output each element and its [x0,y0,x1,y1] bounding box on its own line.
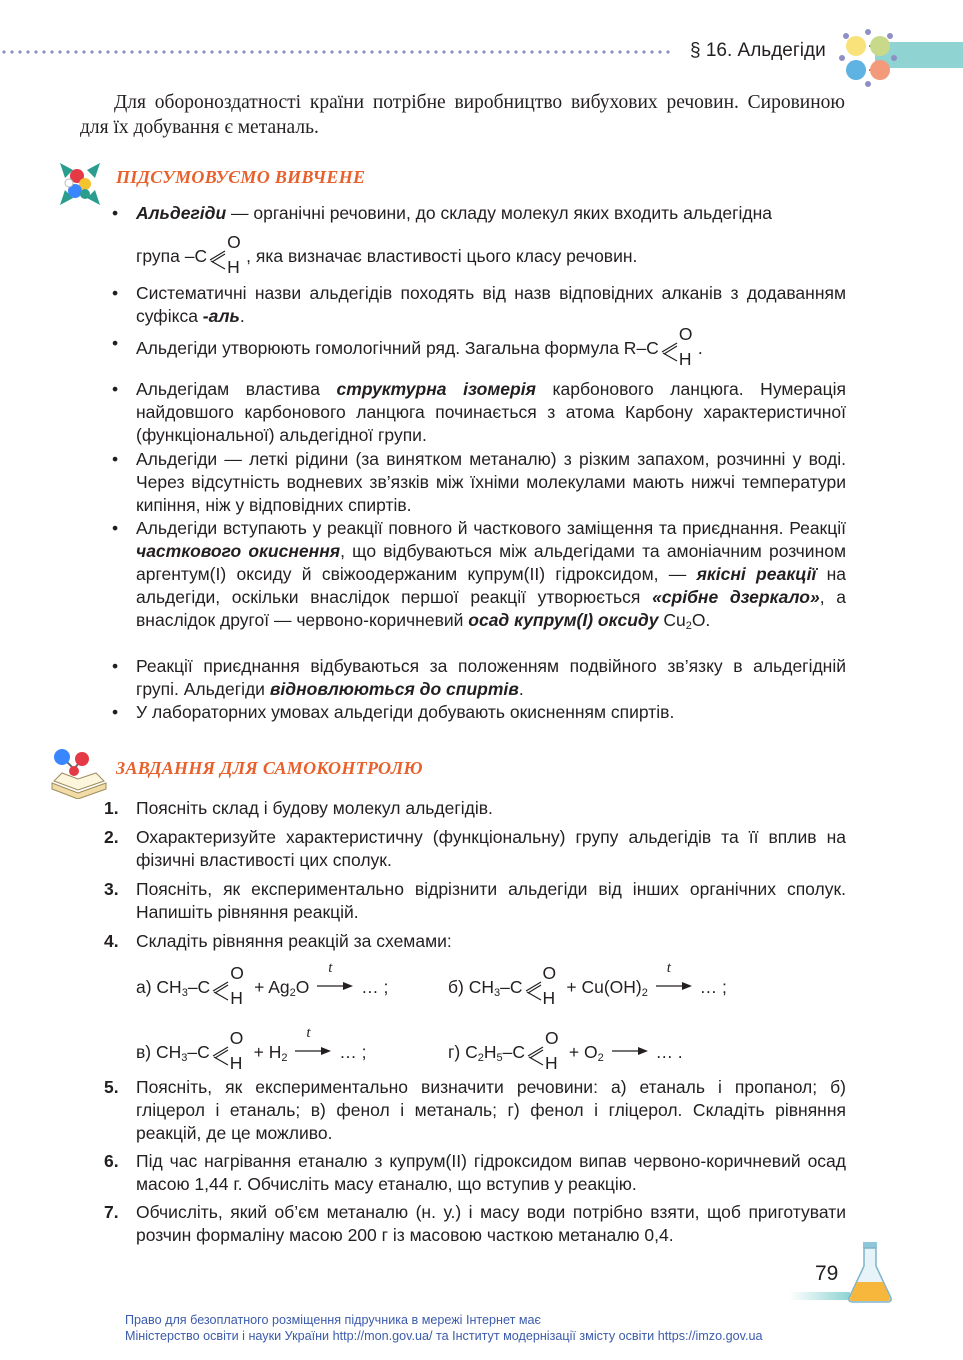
summary-item-3 [108,324,846,370]
subscript: 3 [181,1052,188,1064]
text-b6: , що відбуваються між альдегідами та амоніачним розчином аргентум(I) оксиду й свіжоодержаним купрум(II) гідроксидом, — [136,541,846,584]
task-4 [104,930,846,953]
term-reduction: відновлюються до спиртів [269,679,519,699]
eq-text: … . [655,1042,683,1062]
punct: . [697,338,703,358]
summary-title: ПІДСУМОВУЄМО ВИВЧЕНЕ [116,167,366,187]
aldehyde-group-formula [526,1028,562,1074]
page-number: 79 [815,1262,839,1285]
text-b1-group: група –С [136,246,208,266]
task-text: Поясніть, як експериментально визначити речовини: а) етаналь і пропанол; б) гліцерол і етаналь; в) фенол і метаналь; г) фенол і гліцерол. Складіть рівняння реакцій, де це можливо. [136,1077,846,1143]
text-b3: Альдегіди утворюють гомологічний ряд. Загальна формула R–С [136,338,659,358]
atom-o: O [230,963,244,983]
task-number: 1. [104,798,119,818]
section-header-title: § 16. Альдегіди [690,40,826,61]
task-text: Поясніть склад і будову молекул альдегідів. [136,798,493,818]
footer-line-1: Право для безоплатного розміщення підручника в мережі Інтернет має [125,1313,541,1327]
summary-item-7 [108,655,846,701]
text-b4-rest: карбонового ланцюга. Нумерація найдовшого карбонового ланцюга починається з атома Карбону характеристичної (функціональної) альдегідної групи. [136,379,846,445]
term-aldehydes: Альдегіди [136,203,227,223]
task-text: Обчисліть, який об’єм метаналю (н. у.) і масу води потрібно взяти, щоб приготувати розчин формаліну масою 200 г із масовою часткою метаналю 0,4. [136,1202,846,1245]
atom-o: O [229,1028,244,1048]
eq-text: … ; [339,1042,367,1062]
task-6 [104,1150,846,1196]
task-1 [104,797,846,820]
reaction-arrow-icon [295,1025,331,1052]
task-number: 7. [104,1202,119,1222]
task-number: 3. [104,879,119,899]
eq-text: –C [187,977,211,997]
text-b1-end: , яка визначає властивості цього класу речовин. [246,246,638,266]
aldehyde-group-formula [524,963,560,1009]
atom-h: H [678,349,692,369]
bullet-mark: • [112,283,119,303]
term-suffix: -аль [202,306,240,326]
eq-text: + Cu(OH) [566,977,642,997]
eq-text: в) CH [136,1042,182,1062]
aldehyde-group-formula [211,1028,247,1074]
bullet-mark: • [112,702,119,722]
aldehyde-group-formula [211,963,247,1009]
bullet-mark: • [112,518,119,538]
task-number: 2. [104,827,119,847]
punct: . [239,306,245,326]
flask-icon [845,1240,895,1304]
task-text: Поясніть, як експериментально відрізнити альдегіди від інших органічних сполук. Напишіть рівняння реакцій. [136,879,846,922]
task-text: Під час нагрівання етаналю з купрум(II) гідроксидом випав червоно-коричневий осад масою 1,44 г. Обчисліть масу етаналю, що вступив у реакцію. [136,1151,846,1194]
equation-v [136,1025,367,1074]
subscript: 3 [494,987,501,999]
bullet-mark: • [112,379,119,399]
subscript: 2 [289,987,296,999]
page-number-bar [790,1292,850,1300]
task-5 [104,1076,846,1145]
reaction-arrow-icon [317,960,353,987]
term-copper-oxide: осад купрум(I) оксиду [468,610,659,630]
subscript: 2 [597,1052,604,1064]
atom-o: O [227,232,241,252]
eq-text: … ; [361,977,389,997]
aldehyde-group-formula [208,232,244,278]
term-isomerism: структурна ізомерія [336,379,536,399]
summary-item-5 [108,448,846,517]
molecule-logo-icon [838,28,902,88]
task-3 [104,878,846,924]
book-molecule-icon [48,745,110,799]
eq-text: –C [500,977,523,997]
atom-h: H [544,1053,558,1073]
summary-item-6 [108,517,846,632]
task-number: 4. [104,931,119,951]
atom-o: O [678,324,693,344]
summary-molecule-icon [55,158,105,210]
reaction-arrow-icon [612,1040,648,1052]
term-silver-mirror: «срібне дзеркало» [652,587,820,607]
reaction-arrow-icon [656,960,692,987]
atom-h: H [229,1053,243,1073]
eq-text: а) CH [136,977,182,997]
heating-label: t [306,1025,311,1041]
eq-text: –C [187,1042,210,1062]
term-qualitative-reactions: якісні реакції [696,564,817,584]
subscript: 5 [496,1052,503,1064]
subscript: 3 [181,987,188,999]
eq-text: г) C [448,1042,478,1062]
selfcheck-title: ЗАВДАННЯ ДЛЯ САМОКОНТРОЛЮ [116,758,423,778]
atom-o: O [544,1028,559,1048]
eq-text: + H [253,1042,282,1062]
intro-paragraph: Для обороноздатності країни потрібне виробництво вибухових речовин. Сировиною для їх добування є метаналь. [80,92,845,138]
text-b6: O. [691,610,711,630]
summary-item-2 [108,282,846,328]
heating-label: t [328,960,333,976]
equation-g [448,1028,683,1074]
bullet-mark: • [112,449,119,469]
heating-label: t [666,960,671,976]
eq-text: … ; [699,977,727,997]
summary-item-8 [108,701,846,724]
atom-h: H [230,988,243,1008]
text-b7: Реакції приєднання відбуваються за положенням подвійного зв’язку в альдегідній групі. Альдегіди [136,656,846,699]
subscript: 2 [477,1052,484,1064]
bullet-mark: • [112,203,119,223]
text-b1: — органічні речовини, до складу молекул яких входить альдегідна [226,203,773,223]
text-b8: У лабораторних умовах альдегіди добувають окисненням спиртів. [136,702,675,722]
equation-a [136,960,389,1009]
punct: . [518,679,524,699]
atom-h: H [542,988,556,1008]
text-b5: Альдегіди — леткі рідини (за винятком метаналю) з різким запахом, розчинні у воді. Через відсутність водневих зв’язків між їхніми молекулами мають нижчі температури кипіння, ніж у відповідних спиртів. [136,449,846,515]
term-partial-oxidation: часткового окиснення [136,541,341,561]
task-number: 6. [104,1151,119,1171]
text-b6: Альдегіди вступають у реакції повного й часткового заміщення та приєднання. Реакції [136,518,846,538]
eq-text: + Ag [254,977,290,997]
summary-item-4 [108,378,846,447]
eq-text: + O [568,1042,598,1062]
bullet-mark: • [112,656,119,676]
summary-item-1 [108,202,846,278]
eq-text: –C [502,1042,525,1062]
header-dotted-line [0,50,672,54]
task-2 [104,826,846,872]
equation-b [448,960,727,1009]
general-formula-group [660,324,696,370]
subscript: 2 [281,1052,288,1064]
task-number: 5. [104,1077,119,1097]
atom-h: H [227,257,240,277]
task-text: Складіть рівняння реакцій за схемами: [136,931,452,951]
text-b2: Систематичні назви альдегідів походять від назв відповідних алканів з додаванням суфікса [136,283,846,326]
eq-text: б) CH [448,977,494,997]
subscript: 2 [641,987,648,999]
footer-line-2: Міністерство освіти і науки України http://mon.gov.ua/ та Інститут модернізації змісту освіти https://imzo.gov.ua [125,1329,763,1343]
task-7 [104,1201,846,1247]
subscript: 2 [685,620,692,632]
eq-text: O [295,977,310,997]
bullet-mark: • [112,333,119,353]
text-b6: , а внаслідок другої — червоно-коричневий [136,587,846,630]
atom-o: O [542,963,557,983]
eq-text: H [483,1042,497,1062]
task-text: Охарактеризуйте характеристичну (функціональну) групу альдегідів та її вплив на фізичні властивості цих сполук. [136,827,846,870]
text-b4: Альдегідам властива [136,379,337,399]
text-b6: на альдегіди, оскільки внаслідок першої реакції утворюється [136,564,847,607]
text-b6: Cu [658,610,686,630]
